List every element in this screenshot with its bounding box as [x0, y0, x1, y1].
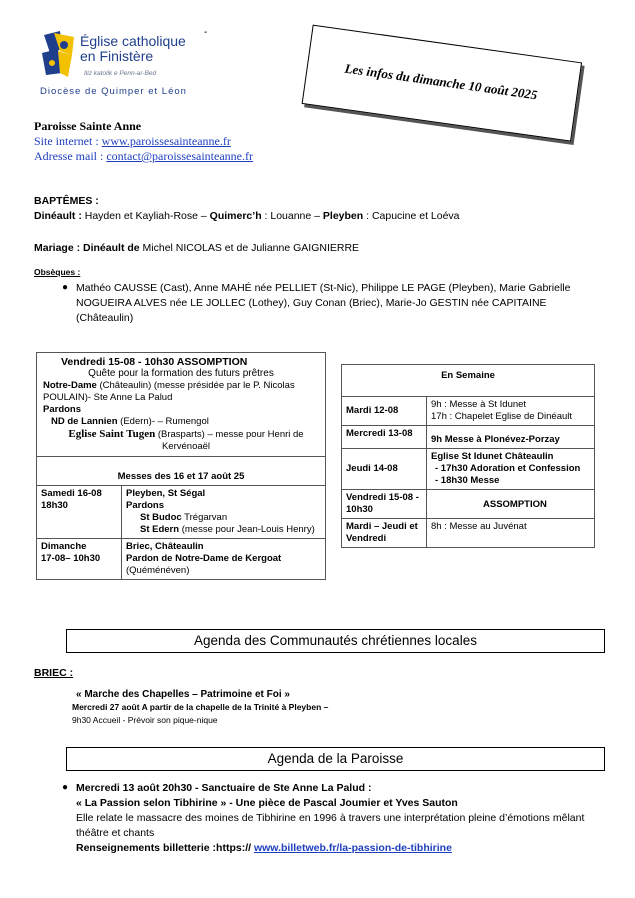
- logo-dash: -: [204, 27, 208, 38]
- tugen-line: [53, 428, 319, 453]
- row-day: Jeudi 14-08: [342, 449, 427, 490]
- row-details: [427, 397, 595, 426]
- obseques-list: [76, 281, 570, 326]
- diocese-logo-icon: [40, 29, 78, 81]
- budoc-line: [140, 512, 321, 524]
- baptemes-heading: BAPTÊMES :: [34, 195, 99, 207]
- baptemes-line: [34, 210, 460, 222]
- sat-place: Pleyben, St Ségal: [126, 488, 206, 499]
- briec-event-date: Mercredi 27 août A partir de la chapelle de la Trinité à Pleyben –: [72, 702, 329, 712]
- logo-title-line2: en Finistère: [80, 48, 154, 64]
- agenda-paroisse-header: Agenda de la Paroisse: [66, 747, 605, 771]
- pardons-label: Pardons: [43, 404, 82, 415]
- budoc-place: St Budoc: [140, 512, 182, 523]
- row-line: - 17h30 Adoration et Confession: [435, 463, 581, 474]
- sat-details-cell: [122, 486, 326, 539]
- tickets-label: Renseignements billetterie :https://: [76, 842, 254, 854]
- weekday-schedule-table: [341, 364, 595, 548]
- logo-title-line1: Église catholique: [80, 33, 186, 49]
- tugen-place: Eglise Saint Tugen: [68, 428, 156, 440]
- logo-diocese: Diocèse de Quimper et Léon: [40, 86, 187, 97]
- sun-details-cell: [122, 539, 326, 580]
- mail-label: Adresse mail :: [34, 149, 107, 163]
- obseques-line-3: (Châteaulin): [76, 312, 134, 324]
- briec-heading: BRIEC :: [34, 667, 74, 679]
- sat-time: 18h30: [41, 500, 68, 511]
- bullet-icon: ●: [62, 782, 69, 793]
- budoc-text: Trégarvan: [181, 512, 228, 523]
- mail-link[interactable]: contact@paroissesainteanne.fr: [106, 149, 253, 163]
- bapteme-place-3: Pleyben: [322, 210, 364, 222]
- semaine-title: En Semaine: [342, 365, 595, 397]
- bapteme-place-2: Quimerc’h: [209, 210, 262, 222]
- messes-title: Messes des 16 et 17 août 25: [37, 457, 326, 486]
- row-day: Vendredi 15-08 - 10h30: [342, 490, 427, 519]
- sun-date-cell: [37, 539, 122, 580]
- event-line-1: Mercredi 13 août 20h30 - Sanctuaire de Ste Anne La Palud :: [76, 782, 372, 794]
- bapteme-place-1: Dinéault :: [34, 210, 82, 222]
- event-line-4: théâtre et chants: [76, 827, 155, 839]
- nd-text: (Châteaulin) (messe présidée par le P. Nicolas POULAIN)- Ste Anne La Palud: [43, 380, 295, 403]
- row-details: [427, 449, 595, 490]
- nd-line: [43, 380, 319, 404]
- row-line: 9h : Messe à St Idunet: [431, 399, 527, 410]
- row-line: - 18h30 Messe: [435, 475, 500, 486]
- mariage-names: Michel NICOLAS et de Julianne GAIGNIERRE: [142, 242, 360, 254]
- bapteme-names-3: : Capucine et Loéva: [363, 210, 460, 222]
- obseques-line-2: NOGUEIRA ALVES née LE JOLLEC (Lothey), Guy Conan (Briec), Marie-Jo GESTIN née CAPITAINE: [76, 297, 547, 309]
- event-tickets: [76, 841, 584, 856]
- nd-place: Notre-Dame: [43, 380, 97, 391]
- sun-date: Dimanche: [41, 541, 87, 552]
- site-link[interactable]: www.paroissesainteanne.fr: [101, 134, 231, 148]
- row-details: 8h : Messe au Juvénat: [427, 519, 595, 548]
- edern-text: (messe pour Jean-Louis Henry): [179, 524, 315, 535]
- event-line-2: « La Passion selon Tibhirine » - Une pièce de Pascal Joumier et Yves Sauton: [76, 797, 458, 809]
- mariage-label: Mariage : Dinéault de: [34, 242, 143, 254]
- sun-place: Briec, Châteaulin: [126, 541, 204, 552]
- lannien-line: [51, 416, 319, 428]
- briec-event-details: 9h30 Accueil - Prévoir son pique-nique: [72, 715, 218, 725]
- mail-line: [34, 149, 253, 164]
- row-line: 17h : Chapelet Eglise de Dinéault: [431, 411, 573, 422]
- row-day: Mardi 12-08: [342, 397, 427, 426]
- sat-pardons: Pardons: [126, 500, 165, 511]
- bapteme-names-2: : Louanne –: [261, 210, 323, 222]
- row-details: ASSOMPTION: [427, 490, 595, 519]
- site-label: Site internet :: [34, 134, 102, 148]
- bapteme-names-1: Hayden et Kayliah-Rose –: [81, 210, 210, 222]
- sun-time: 17-08– 10h30: [41, 553, 101, 564]
- banner-text: Les infos du dimanche 10 août 2025: [343, 60, 539, 103]
- lannien-place: ND de Lannien: [51, 416, 118, 427]
- sun-pardon-2: (Quéménéven): [126, 565, 190, 576]
- assomption-title: Vendredi 15-08 - 10h30 ASSOMPTION: [61, 356, 248, 368]
- lannien-text: (Edern)- – Rumengol: [117, 416, 209, 427]
- row-day: Mercredi 13-08: [342, 426, 427, 449]
- briec-event: [72, 688, 329, 727]
- assomption-cell: [37, 353, 326, 457]
- quete-text: Quête pour la formation des futurs prêtres: [88, 368, 274, 379]
- date-banner: [302, 25, 580, 140]
- row-details: 9h Messe à Plonévez-Porzay: [427, 426, 595, 449]
- sat-date: Samedi 16-08: [41, 488, 102, 499]
- agenda-communautes-header: Agenda des Communautés chrétiennes locales: [66, 629, 605, 653]
- weekend-schedule-table: [36, 352, 326, 580]
- sun-pardon: Pardon de Notre-Dame de Kergoat: [126, 553, 282, 564]
- parish-name: Paroisse Sainte Anne: [34, 119, 142, 133]
- tickets-link[interactable]: www.billetweb.fr/la-passion-de-tibhirine: [253, 842, 452, 854]
- row-day: Mardi – Jeudi et Vendredi: [342, 519, 427, 548]
- obseques-heading: Obsèques :: [34, 267, 81, 277]
- event-line-3: Elle relate le massacre des moines de Tibhirine en 1996 à travers une interprétation pleine d’émotions mêlant: [76, 812, 585, 824]
- edern-place: St Edern: [140, 524, 180, 535]
- bullet-icon: ●: [62, 282, 69, 293]
- site-line: [34, 134, 231, 149]
- edern-line: [140, 524, 321, 536]
- mariage-line: [34, 242, 359, 254]
- sat-date-cell: [37, 486, 122, 539]
- row-line: Eglise St Idunet Châteaulin: [431, 451, 554, 462]
- logo-tagline: Iliz katolik e Penn-ar-Bed: [84, 70, 157, 77]
- briec-event-title: « Marche des Chapelles – Patrimoine et Foi »: [76, 689, 290, 700]
- tugen-text: (Brasparts) – messe pour Henri de Kervénoaël: [155, 429, 304, 452]
- obseques-line-1: Mathéo CAUSSE (Cast), Anne MAHÉ née PELLIET (St-Nic), Philippe LE PAGE (Pleyben), Marie Gabrielle: [76, 282, 571, 294]
- paroisse-event: [76, 781, 584, 856]
